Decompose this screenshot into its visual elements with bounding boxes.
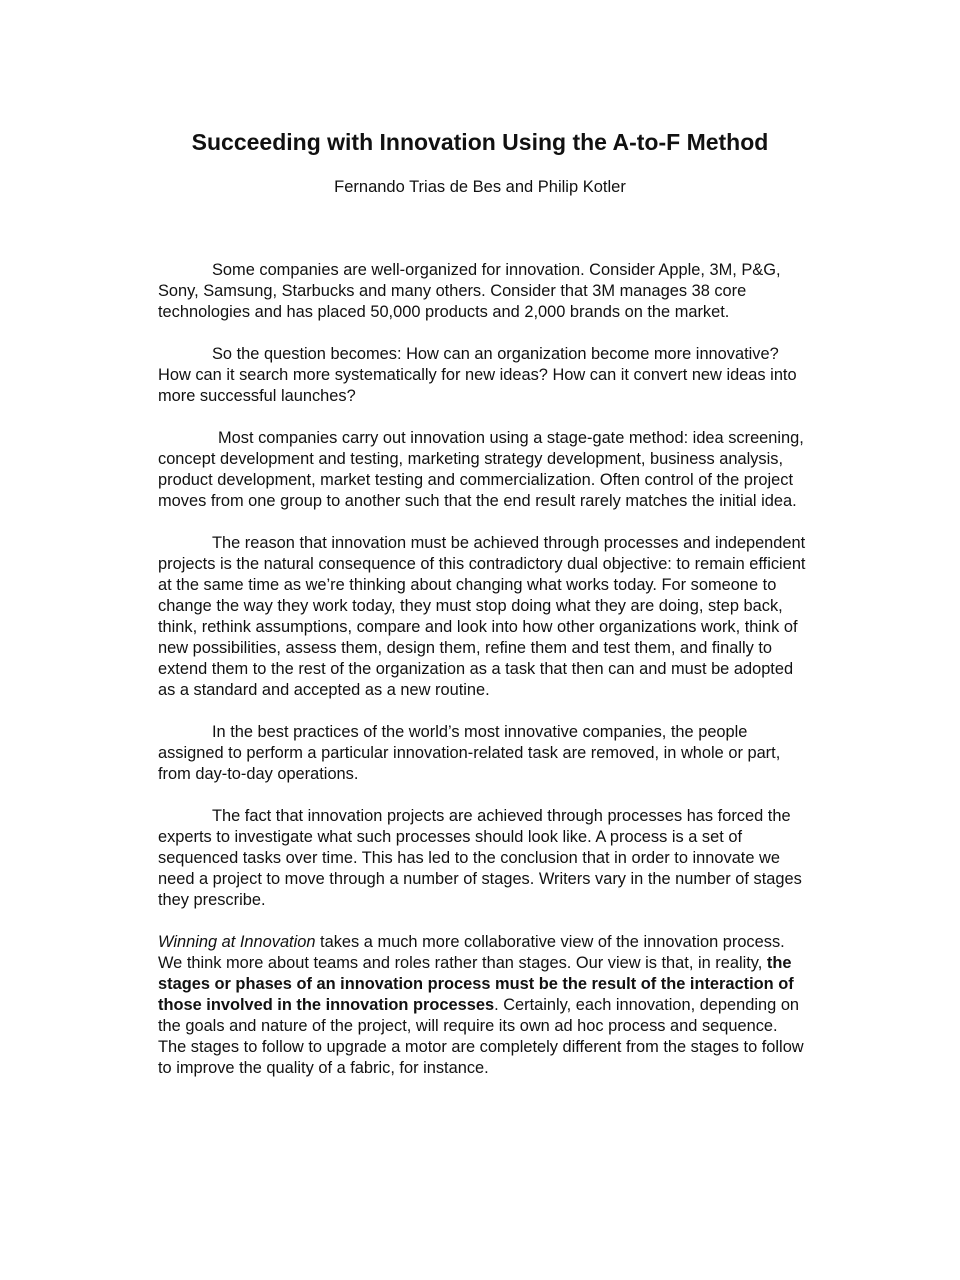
paragraph-7-bold: the stages or phases of an innovation process must be the result of the interaction of those involved in the innovation processes [158,954,794,1014]
document-authors: Fernando Trias de Bes and Philip Kotler [334,178,626,196]
paragraph-7-text-a: takes a much more collaborative view of the innovation process. We think more about teams and roles rather than stages. Our view is that, in reality, [158,933,785,972]
paragraph-5 [158,722,808,785]
paragraph-6-text: The fact that innovation projects are achieved through processes has forced the experts to investigate what such processes should look like. A process is a set of sequenced tasks over time. This has led to the conclusion that in order to innovate we need a project to move through a number of stages. Writers vary in the number of stages they prescribe. [158,807,802,909]
paragraph-3-text: Most companies carry out innovation using a stage-gate method: idea screening, concept development and testing, marketing strategy development, business analysis, product development, market testing and commercialization. Often control of the project moves from one group to another such that the end result rarely matches the initial idea. [158,429,804,510]
paragraph-3 [158,428,808,512]
paragraph-2-text: So the question becomes: How can an organization become more innovative? How can it search more systematically for new ideas? How can it convert new ideas into more successful launches? [158,345,797,405]
paragraph-7-text-b: . Certainly, each innovation, depending on the goals and nature of the project, will require its own ad hoc process and sequence. The stages to follow to upgrade a motor are completely different from the stages to follow to improve the quality of a fabric, for instance. [158,996,804,1077]
document-title: Succeeding with Innovation Using the A-to-F Method [191,129,769,155]
paragraph-2 [158,344,808,407]
paragraph-5-text: In the best practices of the world’s most innovative companies, the people assigned to perform a particular innovation-related task are removed, in whole or part, from day-to-day operations. [158,723,781,783]
book-title-italic: Winning at Innovation [158,933,316,951]
paragraph-1-text: Some companies are well-organized for innovation. Consider Apple, 3M, P&G, Sony, Samsung, Starbucks and many others. Consider that 3M manages 38 core technologies and has placed 50,000 products and 2,000 brands on the market. [158,261,781,321]
paragraph-7 [158,932,808,1079]
paragraph-1 [158,260,808,323]
paragraph-6 [158,806,808,911]
paragraph-4 [158,533,808,701]
paragraph-4-text: The reason that innovation must be achieved through processes and independent projects is the natural consequence of this contradictory dual objective: to remain efficient at the same time as we’re thinking about changing what works today. For someone to change the way they work today, they must stop doing what they are doing, step back, think, rethink assumptions, compare and look into how other organizations work, think of new possibilities, assess them, design them, refine them and test them, and finally to extend them to the rest of the organization as a task that then can and must be adopted as a standard and accepted as a new routine. [158,534,806,699]
document-body [158,260,808,1100]
